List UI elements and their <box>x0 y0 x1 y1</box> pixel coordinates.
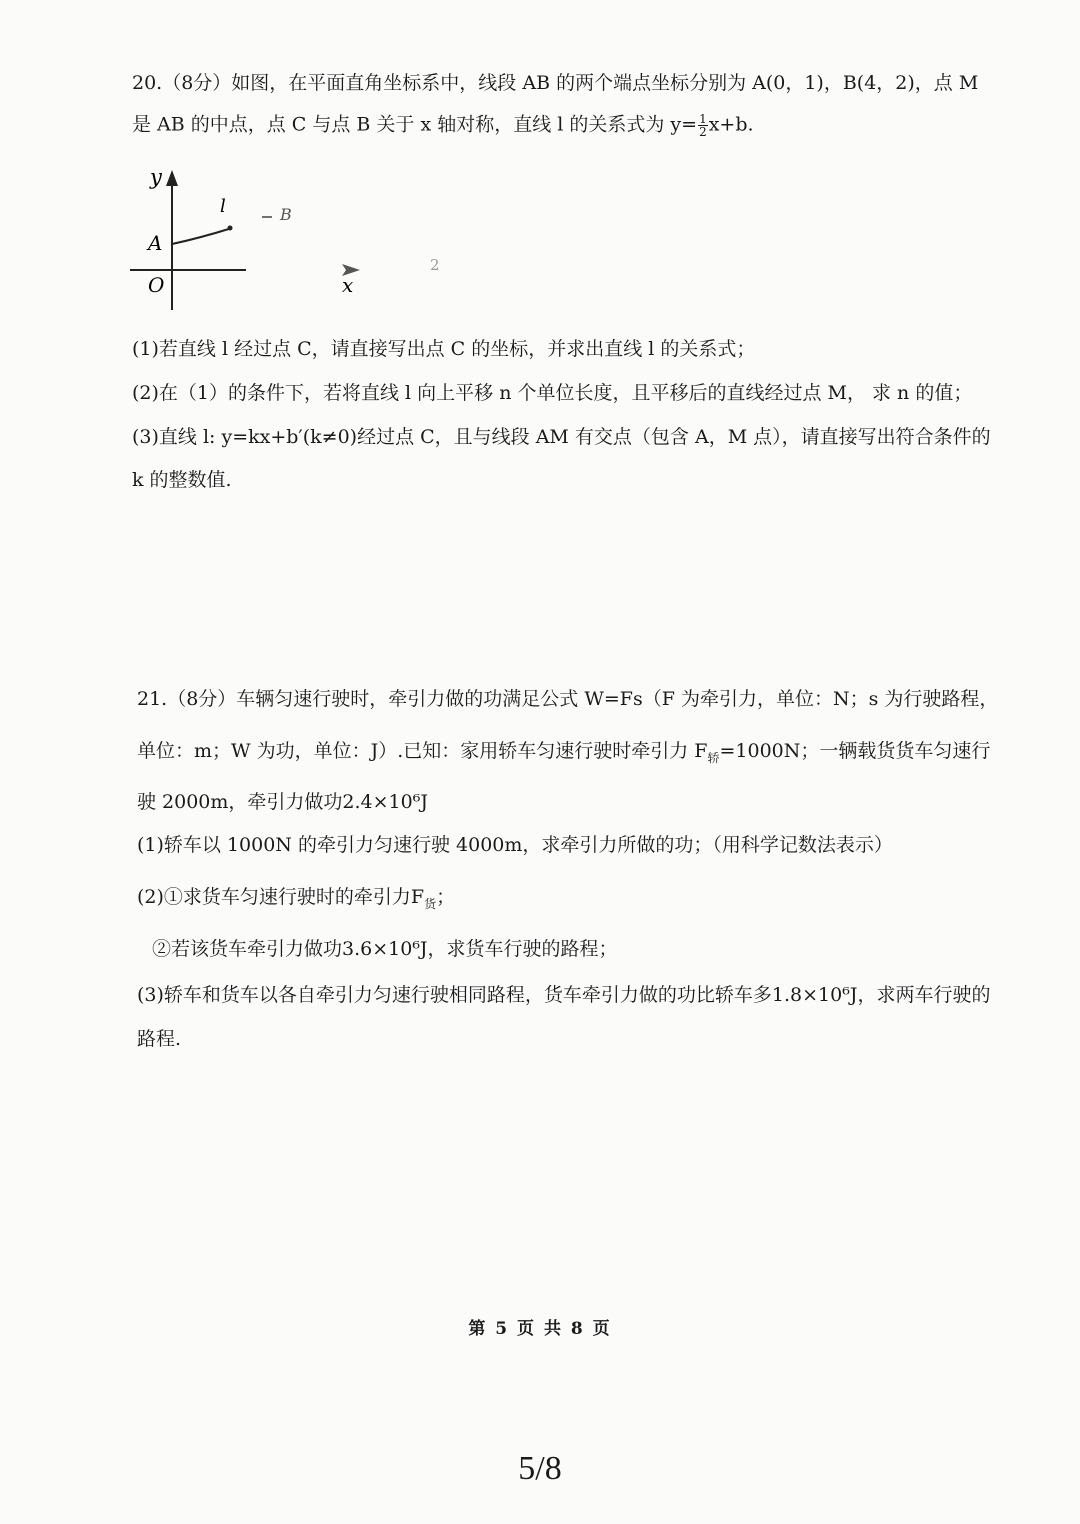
point-marker <box>228 226 233 231</box>
q21-subquestion-1: (1)轿车以 1000N 的牵引力匀速行驶 4000m，求牵引力所做的功；（用科学记数法表示） <box>137 834 893 856</box>
fraction-numerator: 1 <box>699 112 707 126</box>
q21-intro-line3: 驶 2000m，牵引力做功2.4×10⁶J <box>137 791 428 813</box>
subscript-truck: 货 <box>424 896 437 911</box>
q21-sub2-tail: ； <box>436 886 456 908</box>
q21-intro-line2 <box>137 740 990 765</box>
origin-label: O <box>148 273 165 297</box>
x-axis-label: x <box>342 273 354 297</box>
q21-line2-tail: =1000N；一辆载货货车匀速行 <box>719 740 991 762</box>
y-axis-arrow-icon <box>166 170 178 186</box>
q20-subquestion-1: (1)若直线 l 经过点 C，请直接写出点 C 的坐标，并求出直线 l 的关系式； <box>132 338 756 360</box>
fraction-denominator: 2 <box>699 125 707 139</box>
faint-mark-2: 2 <box>430 256 440 274</box>
point-b-label: B <box>280 205 292 224</box>
line-l-label: l <box>220 196 226 217</box>
q20-subquestion-2: (2)在（1）的条件下，若将直线 l 向上平移 n 个单位长度，且平移后的直线经过点 M， 求 n 的值； <box>132 382 973 404</box>
subscript-car: 轿 <box>707 750 720 765</box>
q21-subquestion-2-part2: ②若该货车牵引力做功3.6×10⁶J，求货车行驶的路程； <box>152 938 618 960</box>
q20-line2-tail: x+b. <box>708 113 754 136</box>
q21-intro-line1: 21.（8分）车辆匀速行驶时，牵引力做的功满足公式 W=Fs（F 为牵引力，单位：N；s 为行驶路程， <box>137 688 999 710</box>
line-l <box>172 228 232 244</box>
fraction-one-half <box>698 113 708 138</box>
q20-line2-text: 是 AB 的中点，点 C 与点 B 关于 x 轴对称，直线 l 的关系式为 y= <box>132 113 698 136</box>
q21-subquestion-3-line2: 路程. <box>137 1028 182 1050</box>
coordinate-graph <box>120 160 480 320</box>
q20-intro-line1: 20.（8分）如图，在平面直角坐标系中，线段 AB 的两个端点坐标分别为 A(0，1)，B(4，2)，点 M <box>132 72 979 94</box>
q21-subquestion-3-line1: (3)轿车和货车以各自牵引力匀速行驶相同路程，货车牵引力做的功比轿车多1.8×10⁶J，求两车行驶的 <box>137 984 991 1006</box>
q21-subquestion-2-part1 <box>137 886 455 911</box>
y-axis-label: y <box>150 165 162 189</box>
page-number: 5/8 <box>518 1450 562 1487</box>
q20-intro-line2 <box>132 113 754 138</box>
page-footer: 第 5 页 共 8 页 <box>468 1319 612 1339</box>
q21-line2-text: 单位：m；W 为功，单位：J）.已知：家用轿车匀速行驶时牵引力 F <box>137 740 708 762</box>
q20-subquestion-3-line1: (3)直线 l: y=kx+b′(k≠0)经过点 C，且与线段 AM 有交点（包含 A，M 点），请直接写出符合条件的 <box>132 426 991 448</box>
q21-sub2-text: (2)①求货车匀速行驶时的牵引力F <box>137 886 425 908</box>
point-a-label: A <box>148 231 163 255</box>
q20-subquestion-3-line2: k 的整数值. <box>132 469 232 491</box>
